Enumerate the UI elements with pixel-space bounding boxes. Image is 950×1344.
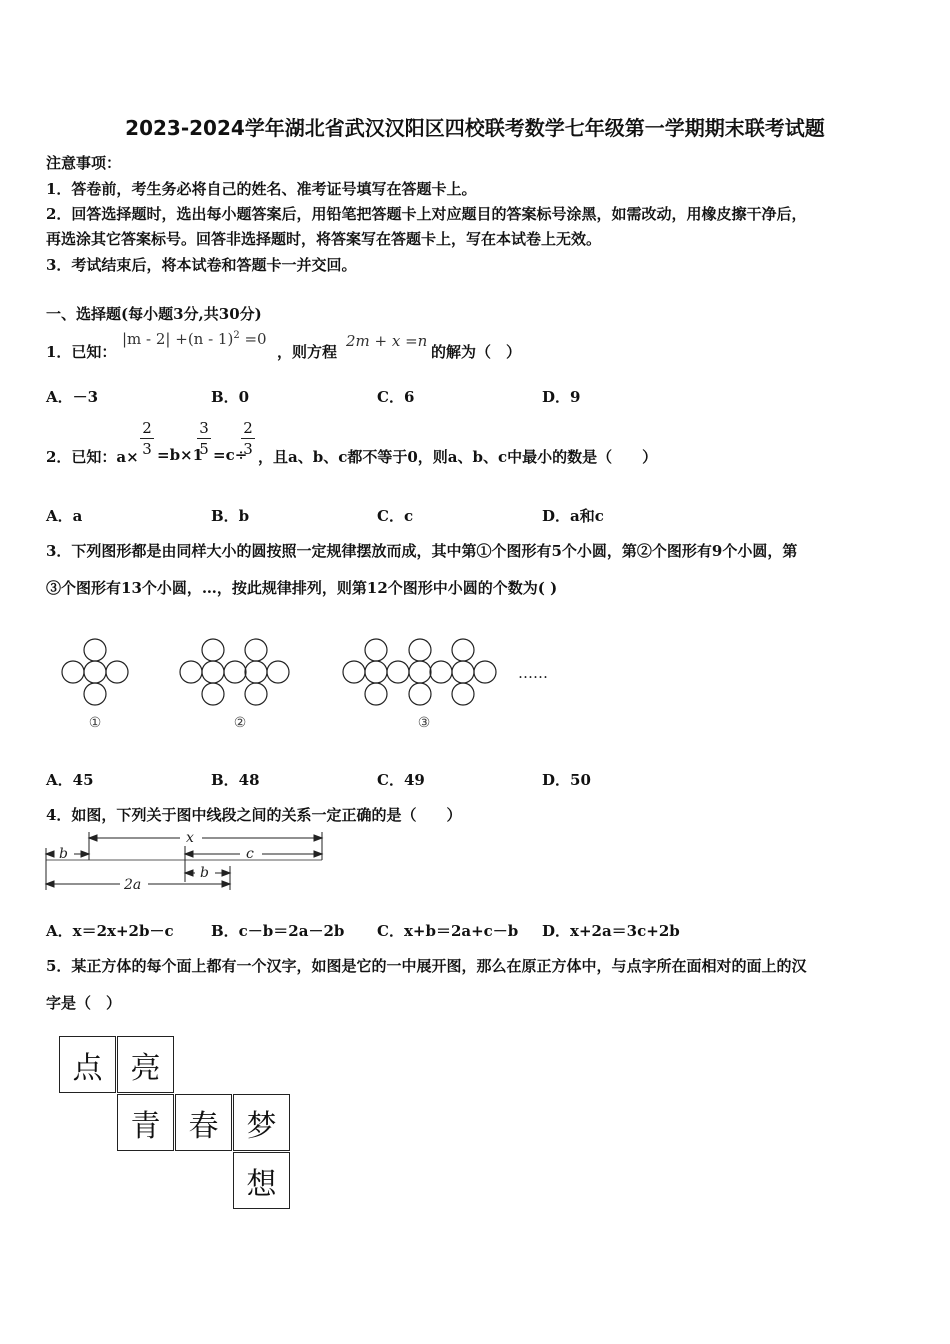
net-cell-liang: 亮 — [117, 1036, 174, 1093]
q3-option-a: A．45 — [46, 771, 94, 789]
figure-1 — [62, 639, 128, 705]
figure-label-1: ① — [88, 715, 102, 731]
net-cell-meng: 梦 — [233, 1094, 290, 1151]
q3-text-line1: 3．下列图形都是由同样大小的圆按照一定规律摆放而成，其中第①个图形有5个小圆，第②个图形有9个小圆，第 — [46, 542, 798, 560]
q4-text: 4．如图，下列关于图中线段之间的关系一定正确的是（ ） — [46, 806, 462, 824]
q2-mid-2: =c÷ — [213, 446, 248, 464]
notice-item-2: 2．回答选择题时，选出每小题答案后，用铅笔把答题卡上对应题目的答案标号涂黑，如需改动，用橡皮擦干净后， — [46, 205, 807, 223]
q2-prefix: 2．已知：a× — [46, 448, 139, 466]
q2-fraction-2: 3 5 — [197, 420, 211, 457]
q2-fraction-3: 2 3 — [241, 420, 255, 457]
q2-option-a: A．a — [46, 507, 83, 525]
q1-option-d: D．9 — [542, 388, 581, 406]
q5-text-line1: 5．某正方体的每个面上都有一个汉字，如图是它的一中展开图，那么在原正方体中，与点字所在面相对的面上的汉 — [46, 957, 807, 975]
q4-option-b: B．c－b＝2a－2b — [211, 922, 345, 940]
section-heading: 一、选择题(每小题3分,共30分) — [46, 305, 262, 323]
q1-prefix: 1．已知： — [46, 343, 117, 361]
figure-3 — [343, 639, 496, 705]
q2-option-d: D．a和c — [542, 507, 604, 525]
notice-heading: 注意事项： — [46, 154, 122, 172]
notice-item-1: 1．答卷前，考生务必将自己的姓名、准考证号填写在答题卡上。 — [46, 180, 477, 198]
net-cell-xiang: 想 — [233, 1152, 290, 1209]
q1-equation: 2m + x =n — [346, 332, 428, 350]
label-2a: 2a — [124, 877, 142, 893]
q2-option-c: C．c — [377, 507, 414, 525]
label-x: x — [186, 830, 194, 846]
page-title: 2023-2024学年湖北省武汉汉阳区四校联考数学七年级第一学期期末联考试题 — [125, 116, 825, 140]
q1-condition: |m - 2| +(n - 1)$^2$ =0 — [122, 330, 267, 348]
q4-option-a: A．x＝2x+2b－c — [46, 922, 174, 940]
q2-mid-1: =b×1 — [157, 446, 204, 464]
label-c: c — [246, 846, 254, 862]
q5-text-line2: 字是（ ） — [46, 994, 122, 1012]
q3-option-d: D．50 — [542, 771, 591, 789]
q3-option-b: B．48 — [211, 771, 260, 789]
q1-option-a: A．－3 — [46, 388, 99, 406]
q1-mid: ，则方程 — [277, 343, 338, 361]
notice-item-3: 3．考试结束后，将本试卷和答题卡一并交回。 — [46, 256, 357, 274]
net-cell-qing: 青 — [117, 1094, 174, 1151]
q2-fraction-1: 2 3 — [140, 420, 154, 457]
net-cell-dian: 点 — [59, 1036, 116, 1093]
figure-2 — [180, 639, 289, 705]
q3-text-line2: ③个图形有13个小圆，…，按此规律排列，则第12个图形中小圆的个数为( ) — [46, 579, 558, 597]
q2-suffix: ，且a、b、c都不等于0，则a、b、c中最小的数是（ ） — [258, 448, 658, 466]
q3-option-c: C．49 — [377, 771, 425, 789]
q1-option-c: C．6 — [377, 388, 415, 406]
notice-item-2-cont: 再选涂其它答案标号。回答非选择题时，将答案写在答题卡上，写在本试卷上无效。 — [46, 230, 602, 248]
net-cell-chun: 春 — [175, 1094, 232, 1151]
q2-option-b: B．b — [211, 507, 250, 525]
q4-segment-diagram — [40, 826, 340, 896]
q3-circle-figures — [0, 630, 600, 735]
q1-option-b: B．0 — [211, 388, 250, 406]
figure-ellipsis: …… — [518, 664, 548, 682]
q4-option-c: C．x+b＝2a+c－b — [377, 922, 519, 940]
label-b-bottom: b — [200, 865, 209, 881]
label-b-top: b — [59, 846, 68, 862]
q1-suffix: 的解为（ ） — [431, 343, 522, 361]
figure-label-2: ② — [233, 715, 247, 731]
figure-label-3: ③ — [417, 715, 431, 731]
q4-option-d: D．x+2a＝3c+2b — [542, 922, 680, 940]
